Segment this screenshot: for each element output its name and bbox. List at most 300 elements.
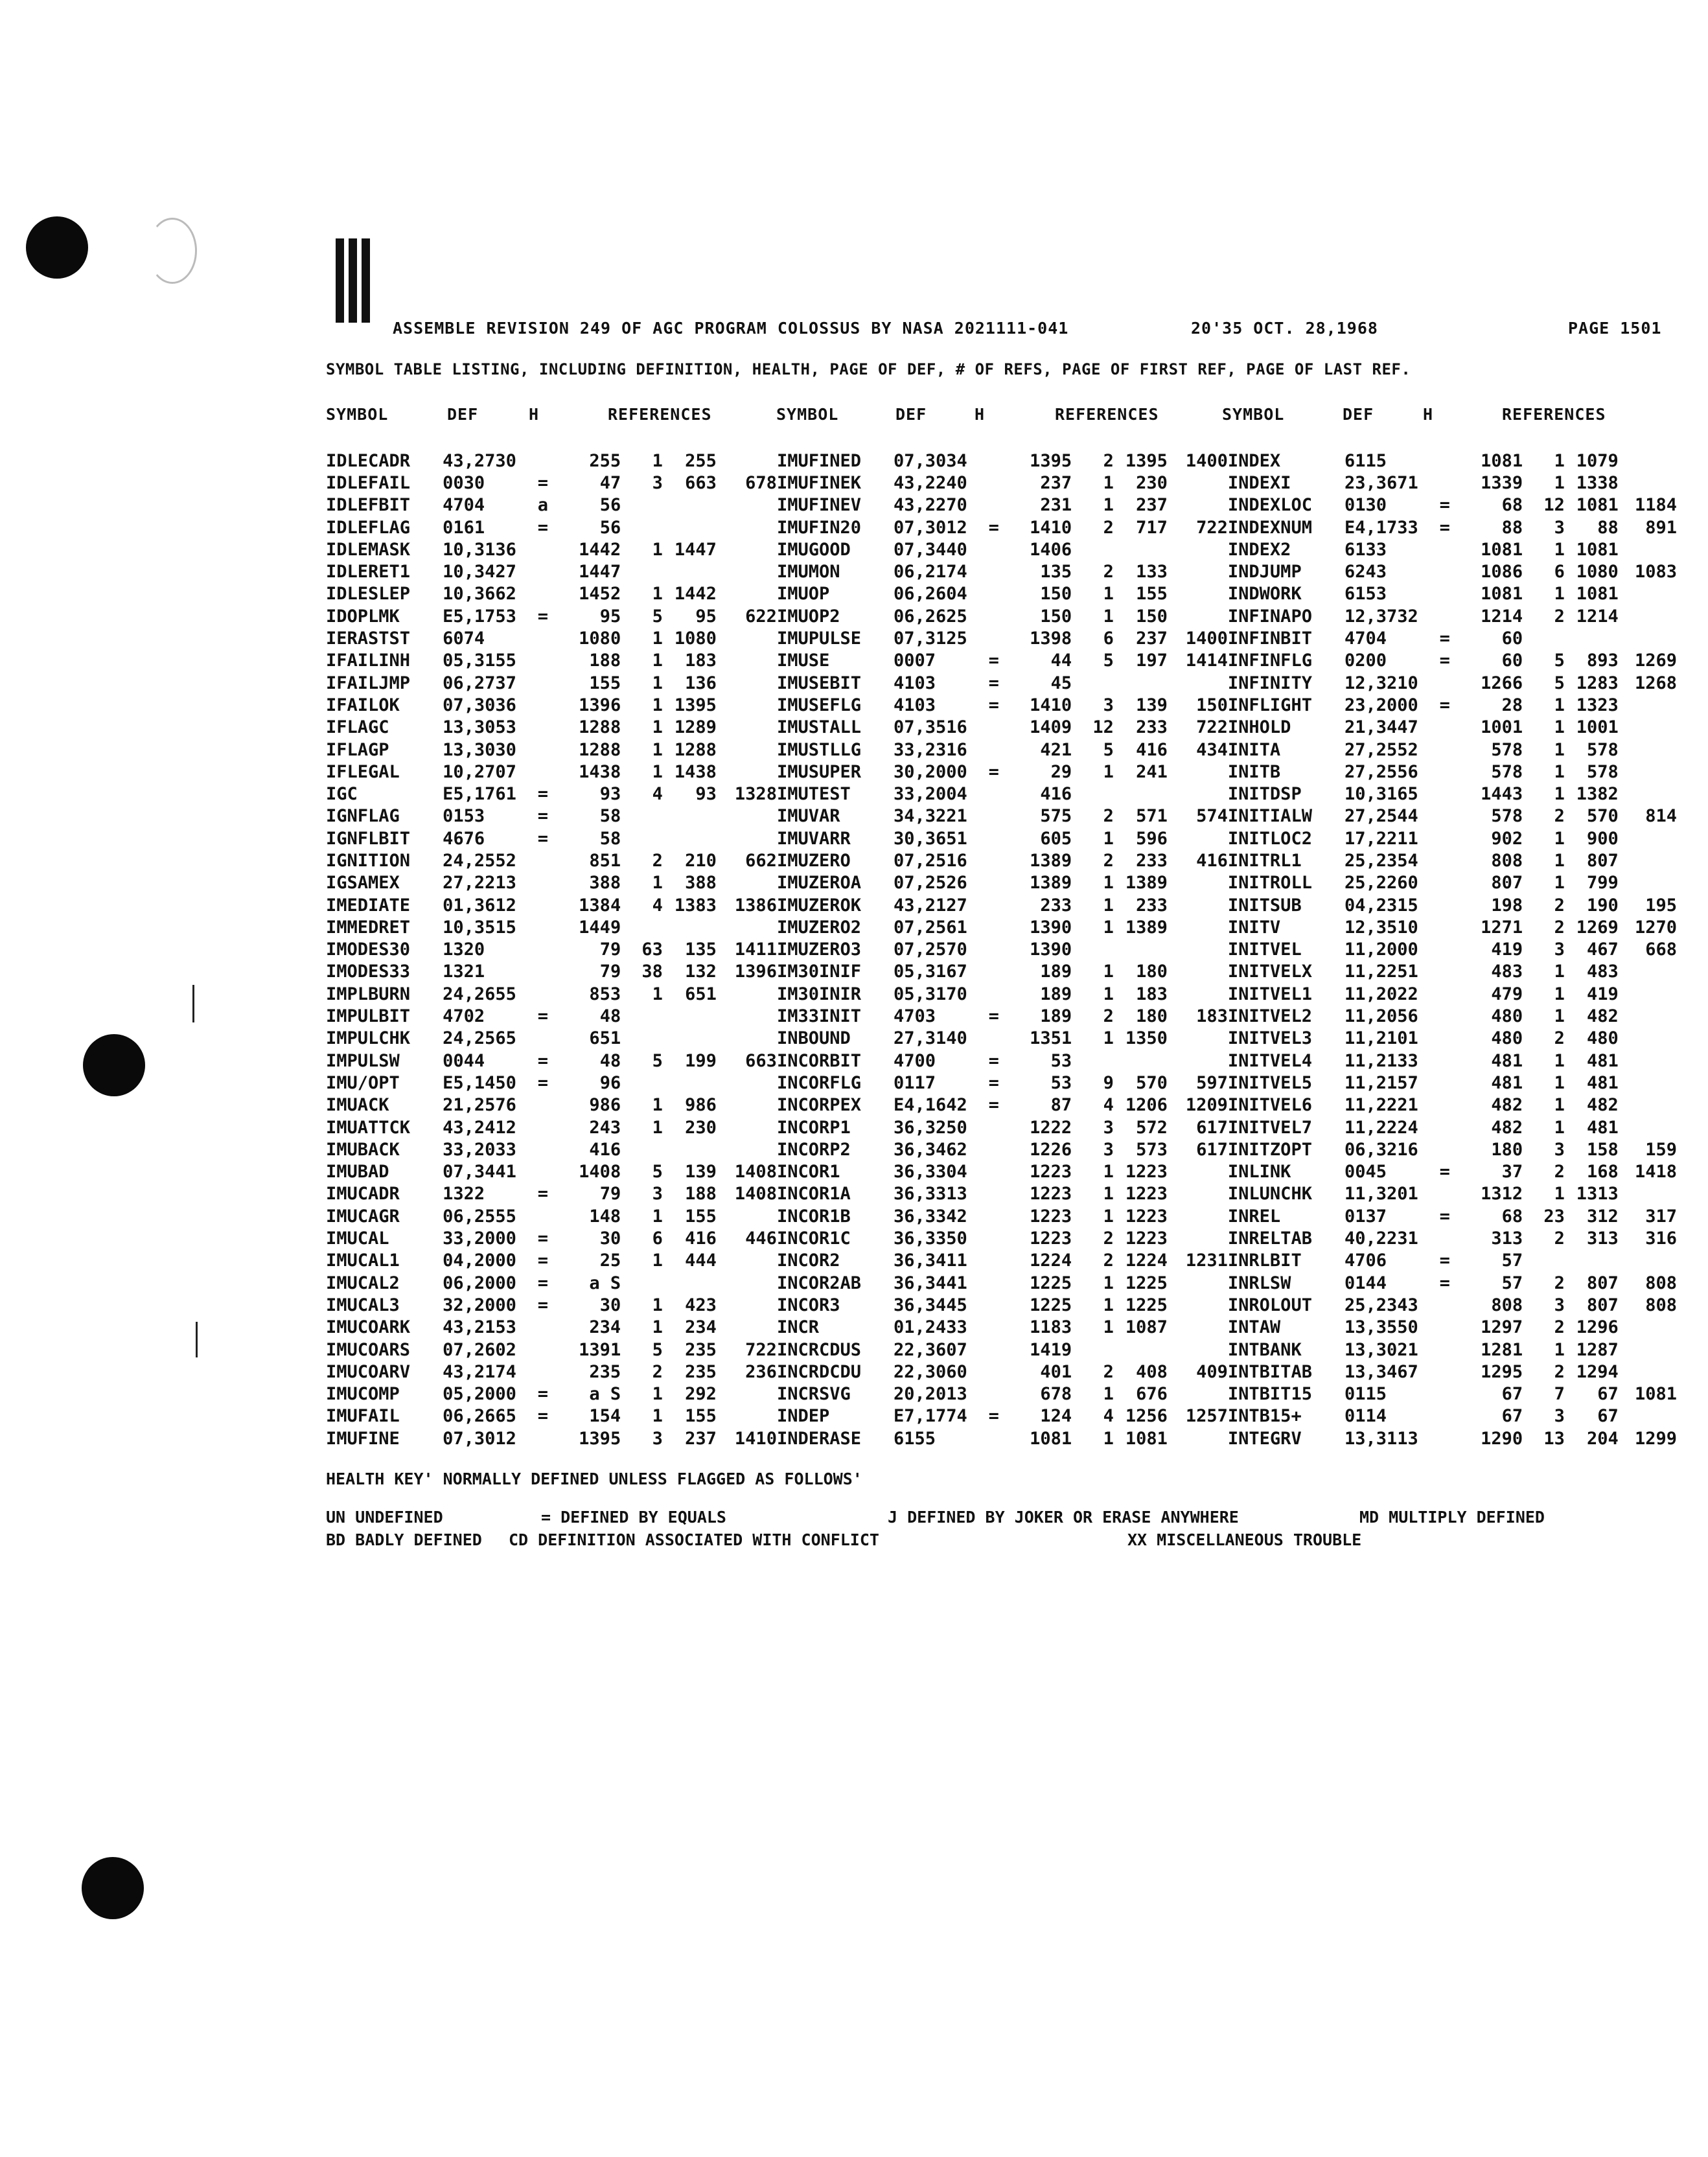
symbol-cell: IMUCAL1 — [326, 1251, 400, 1271]
key-multiply-defined: MD MULTIPLY DEFINED — [1359, 1508, 1545, 1527]
symbol-cell: IMUCAGR — [326, 1206, 400, 1227]
def-cell: 43,2174 — [443, 1361, 516, 1382]
health-cell — [976, 1250, 1011, 1272]
def-cell: E5,1753 — [443, 606, 516, 627]
symbol-cell: INITVEL5 — [1227, 1072, 1312, 1093]
health-cell: = — [1439, 1251, 1450, 1271]
header-timestamp: 20'35 OCT. 28,1968 — [1191, 319, 1378, 338]
ref-count-cell: 1 — [652, 1295, 663, 1315]
health-cell — [525, 1028, 561, 1050]
last-ref-cell: 409 — [1196, 1361, 1228, 1382]
table-row — [326, 450, 1677, 472]
symbol-cell: IMUCAL2 — [326, 1273, 400, 1293]
last-ref-cell — [1619, 1183, 1677, 1205]
symbol-cell: INITRL1 — [1227, 850, 1302, 871]
symbol-cell: INCRDCDU — [776, 1361, 861, 1382]
ref-count-cell: 3 — [1554, 1295, 1565, 1315]
first-ref-cell: 1224 — [1125, 1251, 1168, 1271]
def-cell: E5,1761 — [443, 784, 516, 805]
ref-count-cell: 1 — [652, 1406, 663, 1427]
last-ref-cell — [717, 672, 777, 694]
first-ref-cell: 183 — [685, 651, 717, 671]
first-ref-cell: 1225 — [1125, 1273, 1168, 1293]
symbol-cell: IMUATTCK — [326, 1117, 411, 1138]
first-ref-cell: 255 — [685, 450, 717, 471]
symbol-cell: INDEX — [1227, 450, 1281, 471]
def-page-cell: 1224 — [1030, 1251, 1072, 1271]
last-ref-cell — [717, 1405, 777, 1427]
last-ref-cell: 722 — [1196, 717, 1228, 738]
symbol-cell: IGC — [326, 784, 358, 805]
health-cell — [525, 583, 561, 605]
first-ref-cell — [663, 1072, 717, 1094]
def-page-cell: 29 — [1050, 761, 1072, 782]
symbol-cell: IMU/OPT — [326, 1072, 400, 1093]
def-cell: 24,2565 — [443, 1028, 516, 1049]
symbol-cell: IMUFINEV — [776, 495, 861, 516]
health-cell — [976, 739, 1011, 761]
ref-count-cell: 1 — [1103, 1206, 1114, 1227]
health-cell — [525, 450, 561, 472]
def-cell: 4702 — [443, 1006, 485, 1027]
symbol-cell: INTEGRV — [1227, 1428, 1302, 1449]
last-ref-cell: 1269 — [1634, 651, 1677, 671]
ref-count-cell — [621, 494, 663, 516]
symbol-cell: INFLIGHT — [1227, 695, 1312, 715]
table-row — [326, 849, 1677, 871]
ref-count-cell — [1072, 1339, 1114, 1361]
symbol-cell: IMPULCHK — [326, 1028, 411, 1049]
symbol-cell: IMUGOOD — [776, 539, 851, 560]
table-row — [326, 472, 1677, 494]
first-ref-cell: 1294 — [1576, 1361, 1619, 1382]
def-page-cell: 1288 — [579, 739, 621, 760]
ref-count-cell: 1 — [1103, 1162, 1114, 1182]
health-cell — [976, 961, 1011, 983]
symbol-cell: INITDSP — [1227, 784, 1302, 805]
last-ref-cell — [1168, 1317, 1228, 1339]
last-ref-cell — [717, 1116, 777, 1138]
symbol-cell: IM30INIF — [776, 962, 861, 982]
def-page-cell: 53 — [1050, 1050, 1072, 1071]
def-page-cell: 1389 — [1030, 873, 1072, 894]
def-cell: 36,3350 — [894, 1228, 967, 1249]
last-ref-cell — [1168, 783, 1228, 805]
ref-count-cell: 1 — [1103, 1273, 1114, 1293]
health-cell — [525, 1205, 561, 1227]
last-ref-cell — [1619, 1405, 1677, 1427]
table-row — [326, 1250, 1677, 1272]
def-page-cell: 1419 — [1030, 1339, 1072, 1360]
def-cell: 27,2556 — [1344, 761, 1418, 782]
first-ref-cell: 1287 — [1576, 1339, 1619, 1360]
def-cell: 11,2000 — [1344, 940, 1418, 960]
health-cell — [976, 472, 1011, 494]
ref-count-cell: 1 — [1554, 450, 1565, 471]
last-ref-cell — [717, 1138, 777, 1160]
last-ref-cell: 1184 — [1634, 495, 1677, 516]
ref-count-cell: 3 — [652, 1184, 663, 1205]
def-page-cell: 53 — [1050, 1072, 1072, 1093]
symbol-cell: IDLERET1 — [326, 562, 411, 583]
first-ref-cell: 93 — [695, 784, 717, 805]
health-cell: = — [537, 1228, 548, 1249]
table-row — [326, 694, 1677, 716]
def-page-cell: 231 — [1040, 495, 1072, 516]
last-ref-cell — [1168, 1183, 1228, 1205]
first-ref-cell: 570 — [1136, 1072, 1168, 1093]
first-ref-cell: 133 — [1136, 562, 1168, 583]
def-cell: 0153 — [443, 806, 485, 827]
def-cell: 20,2013 — [894, 1384, 967, 1405]
first-ref-cell: 67 — [1597, 1406, 1619, 1427]
symbol-cell: IGNITION — [326, 850, 411, 871]
first-ref-cell: 136 — [685, 673, 717, 693]
def-page-cell: 1410 — [1030, 695, 1072, 715]
ref-count-cell: 2 — [1103, 850, 1114, 871]
ref-count-cell: 1 — [652, 673, 663, 693]
def-page-cell: 1225 — [1030, 1273, 1072, 1293]
ref-count-cell: 2 — [1103, 806, 1114, 827]
def-page-cell: 1266 — [1481, 673, 1523, 693]
last-ref-cell — [717, 739, 777, 761]
def-cell: 25,2354 — [1344, 850, 1418, 871]
def-cell: 27,2552 — [1344, 739, 1418, 760]
health-cell — [1427, 583, 1462, 605]
ref-count-cell: 1 — [1554, 584, 1565, 605]
last-ref-cell — [1168, 1227, 1228, 1249]
def-page-cell: 482 — [1491, 1095, 1523, 1116]
def-page-cell: 481 — [1491, 1050, 1523, 1071]
def-cell: 43,2730 — [443, 450, 516, 471]
first-ref-cell: 416 — [685, 1228, 717, 1249]
health-cell: = — [537, 472, 548, 493]
ref-count-cell: 2 — [1554, 606, 1565, 627]
health-cell: = — [1439, 1206, 1450, 1227]
def-cell: 25,2343 — [1344, 1295, 1418, 1315]
health-cell — [525, 694, 561, 716]
def-cell: 4706 — [1344, 1251, 1387, 1271]
first-ref-cell: 572 — [1136, 1117, 1168, 1138]
def-page-cell: 1086 — [1481, 562, 1523, 583]
def-cell: 30,2000 — [894, 761, 967, 782]
last-ref-cell: 1257 — [1185, 1406, 1228, 1427]
col-def-1: DEF — [447, 405, 479, 424]
def-cell: 36,3342 — [894, 1206, 967, 1227]
def-cell: 40,2231 — [1344, 1228, 1418, 1249]
first-ref-cell: 1079 — [1576, 450, 1619, 471]
def-page-cell: 421 — [1040, 739, 1072, 760]
def-page-cell: 1183 — [1030, 1317, 1072, 1338]
table-row — [326, 1272, 1677, 1294]
symbol-cell: IMUZERO3 — [776, 940, 861, 960]
ref-count-cell: 5 — [1103, 651, 1114, 671]
health-cell: = — [988, 1072, 999, 1093]
def-cell: 06,2555 — [443, 1206, 516, 1227]
last-ref-cell — [1168, 1050, 1228, 1072]
last-ref-cell — [1619, 1094, 1677, 1116]
health-cell — [976, 1116, 1011, 1138]
def-cell: 07,3012 — [443, 1428, 516, 1449]
last-ref-cell — [1619, 739, 1677, 761]
table-row — [326, 560, 1677, 583]
ref-count-cell: 3 — [1554, 517, 1565, 538]
symbol-cell: INFINFLG — [1227, 651, 1312, 671]
health-cell: = — [1439, 629, 1450, 649]
def-cell: 0115 — [1344, 1384, 1387, 1405]
ref-count-cell — [1072, 1050, 1114, 1072]
first-ref-cell: 1080 — [1576, 562, 1619, 583]
table-row — [326, 1094, 1677, 1116]
def-page-cell: 401 — [1040, 1361, 1072, 1382]
def-page-cell: 416 — [589, 1139, 621, 1160]
health-cell: = — [988, 651, 999, 671]
health-cell — [1427, 1427, 1462, 1449]
first-ref-cell: 419 — [1587, 984, 1619, 1004]
def-page-cell: 1452 — [579, 584, 621, 605]
def-page-cell: 37 — [1501, 1162, 1523, 1182]
def-cell: 32,2000 — [443, 1295, 516, 1315]
def-page-cell: 313 — [1491, 1228, 1523, 1249]
last-ref-cell — [717, 1028, 777, 1050]
def-page-cell: 1223 — [1030, 1228, 1072, 1249]
def-cell: 24,2552 — [443, 850, 516, 871]
def-page-cell: 575 — [1040, 806, 1072, 827]
def-page-cell: 1443 — [1481, 784, 1523, 805]
first-ref-cell: 663 — [685, 472, 717, 493]
last-ref-cell: 1231 — [1185, 1251, 1228, 1271]
first-ref-cell: 578 — [1587, 761, 1619, 782]
health-cell — [1427, 805, 1462, 827]
col-symbol-3: SYMBOL — [1222, 405, 1285, 424]
def-cell: 36,3304 — [894, 1162, 967, 1182]
def-cell: 0044 — [443, 1050, 485, 1071]
ref-count-cell — [621, 1028, 663, 1050]
def-page-cell: 902 — [1491, 828, 1523, 849]
symbol-cell: INROLOUT — [1227, 1295, 1312, 1315]
first-ref-cell: 1206 — [1125, 1095, 1168, 1116]
symbol-cell: IMUMON — [776, 562, 840, 583]
ref-count-cell: 1 — [1103, 495, 1114, 516]
ref-count-cell: 4 — [1103, 1406, 1114, 1427]
health-cell — [1427, 1183, 1462, 1205]
def-cell: 13,3053 — [443, 717, 516, 738]
def-cell: 27,3140 — [894, 1028, 967, 1049]
def-cell: 10,3427 — [443, 562, 516, 583]
def-cell: 10,3662 — [443, 584, 516, 605]
last-ref-cell — [1168, 494, 1228, 516]
def-cell: 13,3030 — [443, 739, 516, 760]
symbol-cell: IMUFINE — [326, 1428, 400, 1449]
symbol-cell: IDLEFAIL — [326, 472, 411, 493]
symbol-cell: INITVELX — [1227, 962, 1312, 982]
ref-count-cell: 1 — [652, 651, 663, 671]
symbol-cell: IMUPULSE — [776, 629, 861, 649]
def-page-cell: 93 — [599, 784, 621, 805]
def-cell: 07,2526 — [894, 873, 967, 894]
table-row — [326, 739, 1677, 761]
last-ref-cell: 668 — [1645, 940, 1677, 960]
table-row — [326, 1205, 1677, 1227]
ref-count-cell: 2 — [1554, 1028, 1565, 1049]
last-ref-cell: 574 — [1196, 806, 1228, 827]
ref-count-cell: 1 — [1103, 1295, 1114, 1315]
table-row — [326, 672, 1677, 694]
def-page-cell: 30 — [599, 1228, 621, 1249]
last-ref-cell: 1418 — [1634, 1162, 1677, 1182]
ref-count-cell — [1523, 627, 1565, 649]
table-row — [326, 961, 1677, 983]
ref-count-cell: 12 — [1543, 495, 1565, 516]
def-page-cell: 1395 — [1030, 450, 1072, 471]
last-ref-cell: 236 — [745, 1361, 777, 1382]
def-cell: 0117 — [894, 1072, 936, 1093]
symbol-cell: INITIALW — [1227, 806, 1312, 827]
ref-count-cell: 1 — [1554, 1095, 1565, 1116]
ref-count-cell: 1 — [1554, 539, 1565, 560]
symbol-cell: IMUCOARV — [326, 1361, 411, 1382]
symbol-cell: INITVEL — [1227, 940, 1302, 960]
ref-count-cell: 1 — [1103, 873, 1114, 894]
symbol-cell: INLUNCHK — [1227, 1184, 1312, 1205]
ref-count-cell: 1 — [652, 984, 663, 1004]
first-ref-cell: 237 — [1136, 495, 1168, 516]
symbol-cell: INRELTAB — [1227, 1228, 1312, 1249]
symbol-cell: IMUZEROK — [776, 895, 861, 916]
symbol-cell: IDLEMASK — [326, 539, 411, 560]
punch-hole-middle — [83, 1034, 145, 1096]
ref-count-cell: 1 — [1554, 1050, 1565, 1071]
def-page-cell: 124 — [1040, 1406, 1072, 1427]
last-ref-cell — [1168, 472, 1228, 494]
table-row — [326, 1339, 1677, 1361]
def-cell: 6133 — [1344, 539, 1387, 560]
table-row — [326, 717, 1677, 739]
first-ref-cell: 1296 — [1576, 1317, 1619, 1338]
first-ref-cell: 1338 — [1576, 472, 1619, 493]
health-cell — [976, 450, 1011, 472]
first-ref-cell: 155 — [1136, 584, 1168, 605]
first-ref-cell: 482 — [1587, 1095, 1619, 1116]
last-ref-cell: 808 — [1645, 1295, 1677, 1315]
symbol-cell: INITLOC2 — [1227, 828, 1312, 849]
def-page-cell: 678 — [1040, 1384, 1072, 1405]
health-cell — [525, 560, 561, 583]
def-cell: 33,2316 — [894, 739, 967, 760]
symbol-cell: IMUCADR — [326, 1184, 400, 1205]
def-cell: 06,2174 — [894, 562, 967, 583]
symbol-cell: INCORP2 — [776, 1139, 851, 1160]
ref-count-cell: 1 — [1554, 472, 1565, 493]
def-cell: 22,3607 — [894, 1339, 967, 1360]
symbol-cell: IDLESLEP — [326, 584, 411, 605]
last-ref-cell: 416 — [1196, 850, 1228, 871]
symbol-cell: INDJUMP — [1227, 562, 1302, 583]
last-ref-cell: 1411 — [734, 940, 777, 960]
last-ref-cell: 195 — [1645, 895, 1677, 916]
symbol-cell: INTAW — [1227, 1317, 1281, 1338]
def-page-cell: 480 — [1491, 1028, 1523, 1049]
ref-count-cell: 1 — [652, 450, 663, 471]
def-page-cell: 56 — [599, 495, 621, 516]
symbol-cell: IMUSEBIT — [776, 673, 861, 693]
def-page-cell: 47 — [599, 472, 621, 493]
health-cell: = — [988, 761, 999, 782]
def-page-cell: 88 — [1501, 517, 1523, 538]
first-ref-cell: 481 — [1587, 1050, 1619, 1071]
last-ref-cell — [717, 916, 777, 938]
health-cell — [976, 717, 1011, 739]
def-cell: 24,2655 — [443, 984, 516, 1004]
ref-count-cell: 6 — [652, 1228, 663, 1249]
def-cell: 07,3036 — [443, 695, 516, 715]
ref-count-cell — [621, 560, 663, 583]
ref-count-cell: 1 — [1103, 828, 1114, 849]
ref-count-cell: 1 — [1554, 1117, 1565, 1138]
health-cell — [1427, 1116, 1462, 1138]
health-cell: = — [537, 1384, 548, 1405]
symbol-cell: INITB — [1227, 761, 1281, 782]
last-ref-cell — [717, 1094, 777, 1116]
last-ref-cell — [1168, 894, 1228, 916]
def-cell: 0030 — [443, 472, 485, 493]
symbol-cell: INCR — [776, 1317, 819, 1338]
health-cell — [1427, 1405, 1462, 1427]
def-cell: 33,2033 — [443, 1139, 516, 1160]
def-cell: 36,3250 — [894, 1117, 967, 1138]
last-ref-cell — [1619, 717, 1677, 739]
health-cell — [525, 761, 561, 783]
last-ref-cell — [717, 494, 777, 516]
ref-count-cell: 5 — [1554, 651, 1565, 671]
def-cell: 0144 — [1344, 1273, 1387, 1293]
def-page-cell: 155 — [589, 673, 621, 693]
def-cell: 06,2665 — [443, 1406, 516, 1427]
def-cell: 10,3165 — [1344, 784, 1418, 805]
ref-count-cell — [1523, 1250, 1565, 1272]
first-ref-cell: 168 — [1587, 1162, 1619, 1182]
first-ref-cell: 139 — [685, 1162, 717, 1182]
last-ref-cell — [1168, 538, 1228, 560]
symbol-cell: IMUBACK — [326, 1139, 400, 1160]
last-ref-cell — [1619, 761, 1677, 783]
def-cell: 27,2213 — [443, 873, 516, 894]
symbol-cell: INITSUB — [1227, 895, 1302, 916]
def-cell: 01,3612 — [443, 895, 516, 916]
def-cell: 6153 — [1344, 584, 1387, 605]
def-cell: 0007 — [894, 651, 936, 671]
health-cell — [976, 1339, 1011, 1361]
symbol-cell: IMPULBIT — [326, 1006, 411, 1027]
health-cell — [976, 560, 1011, 583]
symbol-cell: IMMEDRET — [326, 917, 411, 938]
first-ref-cell: 807 — [1587, 850, 1619, 871]
ref-count-cell: 1 — [1554, 984, 1565, 1004]
table-row — [326, 894, 1677, 916]
first-ref-cell — [663, 1005, 717, 1027]
def-cell: 05,3167 — [894, 962, 967, 982]
first-ref-cell: 204 — [1587, 1428, 1619, 1449]
def-cell: 07,3516 — [894, 717, 967, 738]
first-ref-cell — [1114, 672, 1168, 694]
health-cell — [976, 939, 1011, 961]
def-cell: 4704 — [443, 495, 485, 516]
first-ref-cell: 799 — [1587, 873, 1619, 894]
first-ref-cell: 183 — [1136, 984, 1168, 1004]
first-ref-cell: 158 — [1587, 1139, 1619, 1160]
def-cell: 4676 — [443, 828, 485, 849]
def-cell: E5,1450 — [443, 1072, 516, 1093]
